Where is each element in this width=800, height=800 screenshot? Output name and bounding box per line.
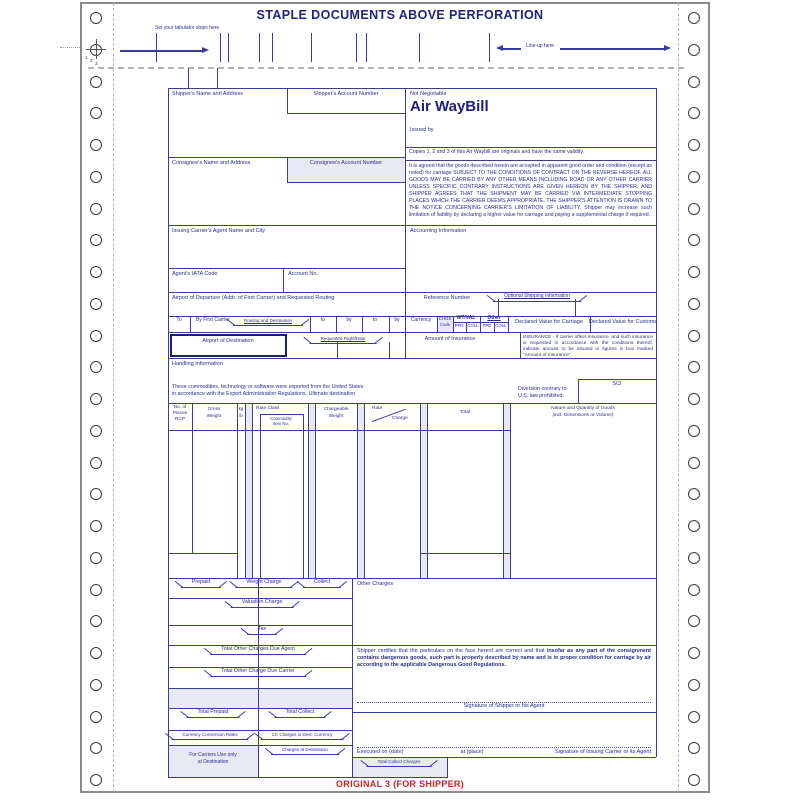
commodity-item-header: Item No. — [272, 421, 290, 426]
cell-line — [190, 316, 191, 332]
other-charges-label: Other Charges — [357, 581, 394, 587]
export-statement-line2: in accordance with the Export Administration Regulations. Ultimate destination — [172, 391, 356, 397]
registration-number-2: 2 — [90, 58, 93, 63]
ppd-label: PPD — [482, 323, 492, 328]
charge-header: Charge — [392, 416, 408, 421]
consignee-account-label: Consignee's Account Number — [309, 160, 383, 166]
certification-normal-text: Shipper certifies that the particulars on the face hereof are correct and that — [357, 648, 547, 654]
tabulator-tick — [156, 33, 157, 62]
tractor-hole — [90, 393, 102, 405]
currency-conversion-rates-label: Currency Conversion Rates — [171, 730, 248, 740]
right-margin-dashed-line — [678, 3, 679, 792]
pieces-header: Pieces — [172, 411, 188, 416]
tractor-hole — [90, 711, 102, 723]
cell-line — [287, 88, 288, 113]
code-label: Code — [439, 322, 451, 327]
center-divider — [405, 88, 406, 358]
total-prepaid-label: Total Prepaid — [187, 708, 240, 718]
tractor-hole — [90, 774, 102, 786]
copies-note: Copies 1, 2 and 3 of this Air Waybill are originals and have the same validity. — [409, 149, 585, 155]
tractor-hole — [90, 76, 102, 88]
lb-header: lb — [239, 413, 243, 418]
cell-line — [287, 113, 405, 114]
pieces-header: No. of — [173, 405, 187, 410]
cell-line — [287, 182, 405, 183]
lineup-left-arrowhead-icon — [496, 45, 503, 51]
cell-line — [168, 292, 656, 293]
tractor-hole — [90, 298, 102, 310]
cell-line — [310, 316, 311, 332]
rate-header: Rate — [372, 406, 383, 411]
tractor-hole — [688, 520, 700, 532]
tractor-hole — [688, 171, 700, 183]
form-border-bottom — [352, 777, 448, 778]
for-carriers-use-label: For Carriers Use only — [189, 752, 237, 758]
registration-number-1: 1 — [85, 55, 88, 60]
cell-line — [389, 316, 390, 332]
at-place-label: at (place) — [460, 749, 484, 755]
total-other-charges-due-agent-label: Total Other Charges Due Agent — [210, 645, 306, 655]
diversion-line1: Diversion contrary to — [518, 386, 567, 392]
gross-weight-header: Gross — [207, 407, 221, 412]
agents-iata-code-label: Agent's IATA Code — [172, 271, 218, 277]
form-border-left — [168, 88, 169, 777]
tractor-hole — [688, 393, 700, 405]
cell-line — [480, 316, 481, 332]
cc-charges-dest-currency-label: CC Charges in Dest. Currency — [261, 730, 344, 740]
cell-line — [168, 688, 352, 689]
tabulator-tick — [356, 33, 357, 62]
perforation-line — [88, 67, 684, 69]
tractor-hole — [688, 203, 700, 215]
prepaid-label: Prepaid — [181, 578, 221, 588]
signature-of-issuing-carrier-label: Signature of Issuing Carrier or its Agent — [555, 749, 651, 755]
reference-number-label: Reference Number — [423, 295, 471, 301]
handling-information-label: Handling Information — [172, 361, 223, 367]
tractor-hole — [90, 203, 102, 215]
cell-line — [362, 316, 363, 332]
table-line — [168, 430, 510, 431]
issued-by-label: Issued by — [410, 127, 434, 133]
chgs-label: CHGS — [438, 316, 452, 321]
tractor-hole — [688, 44, 700, 56]
accounting-information-label: Accounting Information — [410, 228, 467, 234]
by-first-carrier-label: By First Carrier — [196, 317, 230, 323]
total-header: Total — [459, 410, 471, 415]
total-collect-charges-label: Total Collect Charges — [367, 757, 432, 767]
coll-label: COLL — [467, 323, 479, 328]
lineup-here-label: Line-up here — [525, 43, 555, 49]
tractor-hole — [688, 425, 700, 437]
cell-line — [168, 332, 656, 333]
cell-line — [352, 712, 656, 713]
table-line — [192, 403, 193, 553]
cell-line — [337, 342, 338, 358]
tractor-hole — [688, 552, 700, 564]
form-border-bottom — [168, 777, 352, 778]
nature-quantity-header: Nature and Quantity of Goods — [551, 406, 615, 411]
tractor-hole — [90, 457, 102, 469]
consignee-name-label: Consignee's Name and Address — [172, 160, 251, 166]
form-border-right — [656, 88, 657, 757]
airport-of-departure-label: Airport of Departure (Addr. of First Carrier) and Requested Routing — [172, 295, 335, 301]
airport-of-destination-label: Airport of Destination — [202, 338, 254, 344]
tractor-hole — [688, 330, 700, 342]
cell-line — [336, 316, 337, 332]
shippers-name-label: Shipper's Name and Address — [172, 91, 244, 97]
routing-and-destination-label: Routing and Destination — [233, 316, 303, 326]
tabulator-tick — [311, 33, 312, 62]
rate-class-header: Rate Class — [256, 406, 280, 411]
tabulator-tick — [366, 33, 367, 62]
table-line — [168, 403, 656, 404]
tractor-hole — [688, 711, 700, 723]
form-alignment-tick — [188, 68, 189, 88]
table-line — [260, 414, 303, 415]
collect-label: Collect — [303, 578, 341, 588]
pieces-header: RCP — [174, 417, 186, 422]
cell-line — [447, 757, 448, 778]
total-collect-label: Total Collect — [275, 708, 326, 718]
wtval-label: WT/VAL — [456, 315, 476, 321]
to-column-label: to — [372, 317, 378, 323]
left-margin-dashed-line — [113, 3, 114, 792]
cell-line — [405, 147, 656, 148]
tractor-hole — [90, 584, 102, 596]
tabulator-tick — [228, 33, 229, 62]
registration-cross-icon — [96, 39, 97, 59]
tractor-hole — [688, 12, 700, 24]
carrier-signature-line — [357, 747, 651, 748]
tractor-hole — [688, 298, 700, 310]
coll-label: COLL — [495, 323, 507, 328]
shaded-spacer-row — [168, 688, 352, 708]
tractor-hole — [90, 171, 102, 183]
continuous-form-page — [80, 2, 710, 793]
not-negotiable-label: Not Negotiable — [410, 91, 447, 97]
tabulator-tick — [272, 33, 273, 62]
gross-weight-header: Weight — [206, 414, 222, 419]
tractor-hole — [688, 584, 700, 596]
table-line — [168, 553, 237, 554]
cell-line — [283, 268, 284, 292]
cell-line — [508, 316, 509, 332]
tabulator-stops-label: Set your tabulator stops here — [155, 25, 220, 31]
declared-value-customs-label: Declared Value for Customs — [588, 319, 658, 325]
sci-box-line — [578, 379, 579, 403]
cell-line — [168, 268, 405, 269]
to-column-label: to — [320, 317, 326, 323]
commodity-item-header: Commodity — [270, 416, 292, 421]
tractor-hole — [688, 139, 700, 151]
tax-label: Tax — [247, 625, 277, 635]
lineup-arrow-shaft — [560, 48, 664, 50]
tractor-hole — [688, 647, 700, 659]
registration-dotted-line — [60, 47, 80, 48]
by-column-label: by — [346, 317, 352, 323]
sci-label: SCI — [612, 381, 622, 387]
tractor-hole — [90, 552, 102, 564]
by-column-label: by — [394, 317, 400, 323]
tractor-hole — [90, 679, 102, 691]
tabulator-tick — [220, 33, 221, 62]
table-line — [510, 403, 511, 578]
tractor-hole — [90, 520, 102, 532]
table-line — [260, 414, 261, 578]
issuing-agent-label: Issuing Carrier's Agent Name and City — [172, 228, 266, 234]
amount-of-insurance-label: Amount of Insurance — [424, 336, 476, 342]
currency-label: Currency — [410, 317, 432, 323]
left-feed-arrowhead-icon — [202, 47, 209, 53]
tractor-hole — [688, 679, 700, 691]
signature-of-shipper-label: Signature of Shipper or his Agent — [463, 703, 545, 709]
insurance-note-text: INSURANCE - If carrier offers insurance, and such insurance is requested in accordance with the conditions thereof, indicate amount to be insured in figures in box marked "Amount of Insurance". — [523, 335, 653, 358]
sci-box-line — [578, 379, 656, 380]
form-alignment-tick — [217, 68, 218, 88]
tractor-hole — [90, 647, 102, 659]
tractor-hole — [90, 266, 102, 278]
valuation-charge-label: Valuation Charge — [231, 598, 294, 608]
total-other-charge-due-carrier-label: Total Other Charge Due Carrier — [210, 667, 306, 677]
tractor-hole — [90, 425, 102, 437]
table-line — [420, 553, 510, 554]
air-waybill-title: Air WayBill — [410, 98, 489, 115]
chargeable-weight-header: Chargeable — [323, 407, 349, 412]
export-statement-line1: These commodities, technology or software were exported from the United States — [172, 384, 364, 390]
certification-bold-text: insofar as any part of the consignment contains dangerous goods, such part is properly described by name and is in proper condition for carriage by air according to the applicable Dangerous Good Regulations. — [357, 648, 651, 668]
tractor-hole — [90, 12, 102, 24]
to-column-label: To — [176, 317, 182, 323]
diversion-line2: U.S. law prohibited. — [518, 393, 564, 399]
tabulator-tick — [489, 33, 490, 62]
weight-charge-label: Weight Charge — [235, 578, 292, 588]
at-destination-label: at Destination — [197, 759, 229, 765]
cell-line — [389, 342, 390, 358]
tractor-hole — [90, 139, 102, 151]
tractor-hole — [688, 457, 700, 469]
cell-line — [287, 157, 288, 182]
ppd-label: PPD — [454, 323, 464, 328]
chargeable-weight-header: Weight — [328, 414, 344, 419]
optional-shipping-information-label: Optional Shipping Information — [493, 292, 581, 302]
requested-flight-date-label: Requested Flight/Date — [310, 334, 377, 344]
tabulator-tick — [419, 33, 420, 62]
charges-right-divider — [352, 578, 353, 778]
tabulator-tick — [259, 33, 260, 62]
tractor-hole — [688, 774, 700, 786]
table-line — [303, 414, 304, 578]
tractor-hole — [688, 76, 700, 88]
shippers-account-label: Shipper's Account Number — [313, 91, 379, 97]
charges-at-destination-label: Charges at Destination — [271, 745, 339, 755]
cell-line — [405, 160, 656, 161]
tractor-hole — [90, 330, 102, 342]
left-feed-arrow — [120, 50, 202, 52]
conditions-of-contract-text: It is agreed that the goods described herein are accepted in apparent good order and condition (except as noted) for carriage SUBJECT TO THE CONDITIONS OF CONTRACT ON THE REVERSE HEREOF. ALL GOODS MAY BE CARRIED BY ANY OTHER MEANS INCLUDING ROAD OR ANY OTHER CARRIER UNLESS SPECIFIC CONTRARY INSTRUCTIONS ARE GIVEN HEREON BY THE SHIPPER, AND SHIPPER AGREES THAT THE SHIPMENT MAY BE CARRIED VIA INTERMEDIATE STOPPING PLACES WHICH THE CARRIER DEEMS APPROPRIATE. THE SHIPPER'S ATTENTION IS DRAWN TO THE NOTICE CONCERNING CARRIER'S LIMITATION OF LIABILITY. Shipper may increase such limitation of liability by declaring a higher value for carriage and paying a supplemental charge if required. — [409, 163, 652, 218]
cell-line — [168, 157, 405, 158]
staple-documents-heading: STAPLE DOCUMENTS ABOVE PERFORATION — [256, 8, 544, 22]
lineup-right-arrowhead-icon — [664, 45, 671, 51]
shipper-certification-text — [357, 648, 651, 668]
lineup-arrow-shaft — [503, 48, 521, 50]
cell-line — [520, 332, 521, 358]
declared-value-carriage-label: Declared Value for Carriage — [515, 319, 583, 325]
original-copy-marking: ORIGINAL 3 (FOR SHIPPER) — [335, 779, 465, 789]
kg-header: kg — [238, 406, 244, 411]
nature-quantity-header: (incl. Dimensions or Volume) — [552, 413, 614, 418]
registration-number-3: 3 — [95, 61, 98, 66]
account-no-label: Account No. — [288, 271, 318, 277]
cell-line — [168, 225, 656, 226]
executed-on-date-label: Executed on (date) — [357, 749, 404, 755]
tractor-hole — [688, 266, 700, 278]
other-label: Other — [487, 315, 501, 321]
form-border-top — [168, 88, 656, 89]
